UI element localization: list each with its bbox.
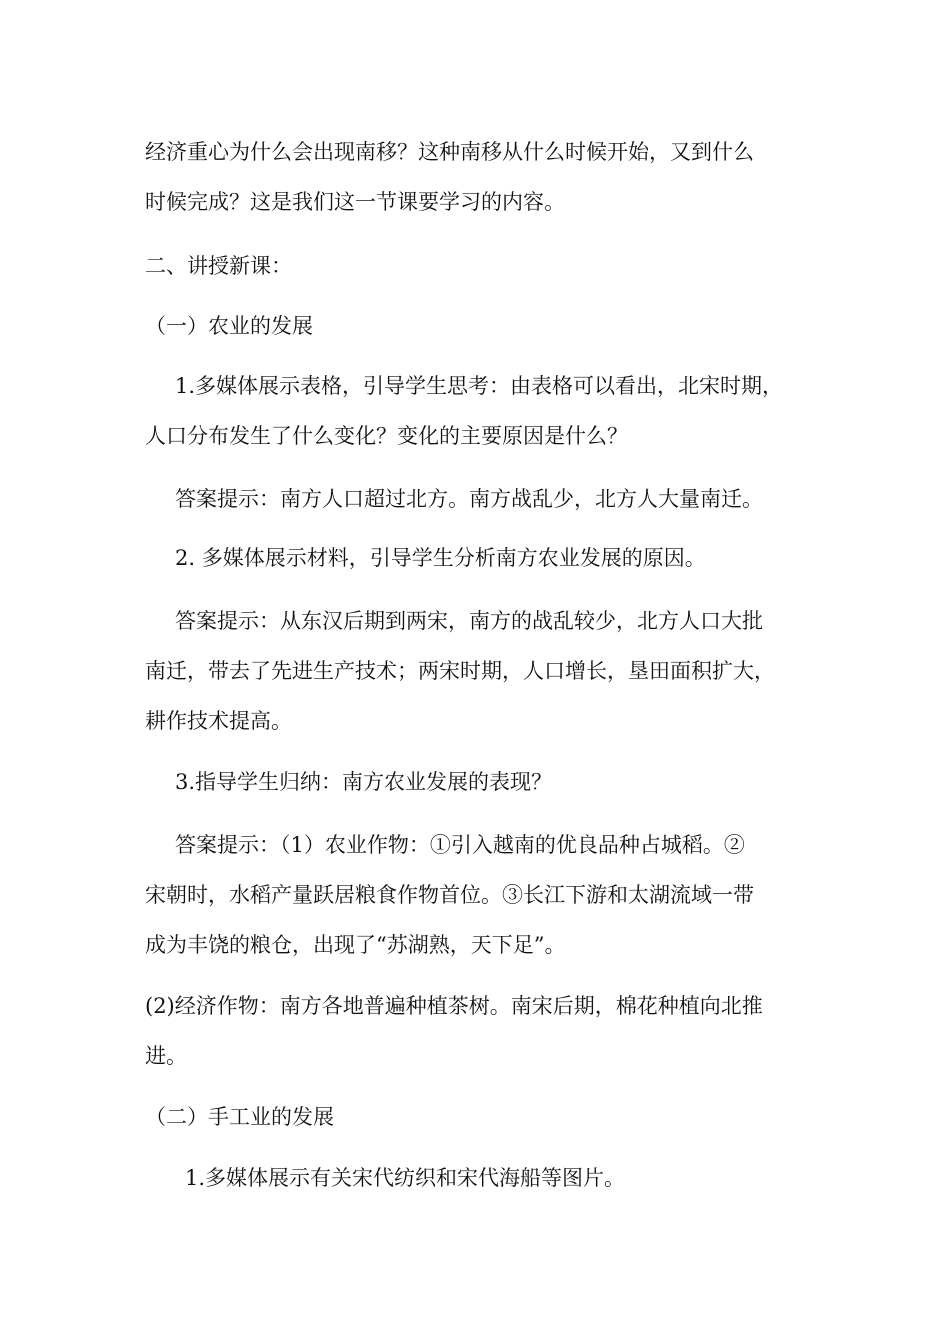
section2-heading: 二、讲授新课：: [145, 254, 292, 278]
part1-heading: （一）农业的发展: [145, 314, 313, 338]
answer3-line-2: 宋朝时，水稻产量跃居粮食作物首位。③长江下游和太湖流域一带: [145, 883, 754, 907]
answer2-line-2: 南迁，带去了先进生产技术；两宋时期，人口增长，垦田面积扩大，: [145, 659, 775, 683]
part2-heading: （二）手工业的发展: [145, 1105, 334, 1129]
item1-line-1: 1.多媒体展示表格，引导学生思考：由表格可以看出，北宋时期，: [175, 374, 784, 398]
answer1-line-1: 答案提示：南方人口超过北方。南方战乱少，北方人大量南迁。: [175, 487, 763, 511]
answer3-2-line-2: 进。: [145, 1044, 187, 1068]
answer3-2-line-1: (2)经济作物：南方各地普遍种植茶树。南宋后期，棉花种植向北推: [145, 994, 763, 1018]
intro-line-2: 时候完成？这是我们这一节课要学习的内容。: [145, 190, 565, 214]
item1-line-2: 人口分布发生了什么变化？变化的主要原因是什么？: [145, 424, 628, 448]
answer3-line-1: 答案提示：（1）农业作物：①引入越南的优良品种占城稻。②: [175, 833, 745, 857]
item2-line-1: 2. 多媒体展示材料，引导学生分析南方农业发展的原因。: [175, 546, 706, 570]
answer2-line-3: 耕作技术提高。: [145, 709, 292, 733]
item3-line-1: 3.指导学生归纳：南方农业发展的表现？: [175, 770, 553, 794]
answer2-line-1: 答案提示：从东汉后期到两宋，南方的战乱较少，北方人口大批: [175, 609, 763, 633]
answer3-line-3: 成为丰饶的粮仓，出现了“苏湖熟，天下足”。: [145, 933, 566, 957]
item4-line-1: 1.多媒体展示有关宋代纺织和宋代海船等图片。: [185, 1166, 626, 1190]
intro-line-1: 经济重心为什么会出现南移？这种南移从什么时候开始，又到什么: [145, 140, 754, 164]
